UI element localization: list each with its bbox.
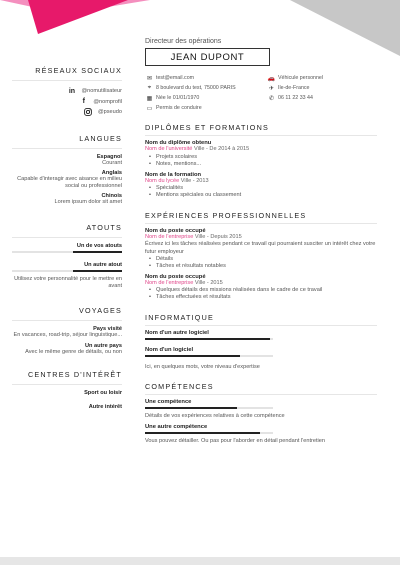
instagram-icon	[84, 108, 93, 116]
education-title: Nom du diplôme obtenu	[145, 140, 212, 147]
language-level: Capable d'interagir avec aisance en milieu social ou professionnel	[17, 175, 122, 190]
assets-note: Utilisez votre personnalité pour le mettre en avant	[14, 275, 122, 289]
divider	[12, 237, 122, 238]
contact-text: 8 boulevard du test, 75000 PARIS	[156, 85, 236, 92]
computing-note: Ici, en quelques mots, votre niveau d'expertise	[145, 363, 260, 370]
right-column	[145, 38, 377, 446]
education-item	[145, 172, 377, 200]
divider	[12, 80, 122, 81]
education-bullet: • Projets scolaires	[145, 154, 377, 161]
contact-text: test@email.com	[156, 75, 195, 82]
social-heading: RÉSEAUX SOCIAUX	[35, 66, 122, 75]
linkedin-icon: in	[68, 87, 76, 95]
social-section	[12, 66, 122, 118]
language-name: Espagnol	[96, 153, 122, 160]
name-box	[145, 48, 270, 66]
skills-heading: COMPÉTENCES	[145, 381, 214, 391]
divider	[145, 135, 377, 136]
assets-heading: ATOUTS	[86, 222, 122, 232]
software-level-bar	[145, 338, 273, 340]
contact-license	[145, 104, 267, 112]
asset-name: Un autre atout	[84, 261, 122, 268]
experience-title: Nom du poste occupé	[145, 273, 206, 280]
education-bullet: • Mentions spéciales ou classement	[145, 192, 377, 199]
social-item-linkedin[interactable]	[12, 86, 122, 97]
computing-heading: INFORMATIQUE	[145, 312, 214, 322]
social-handle: @nomprofil	[93, 98, 122, 105]
social-handle: @pseudo	[97, 109, 122, 116]
id-card-icon: ▭	[146, 105, 153, 112]
language-name: Chinois	[101, 193, 122, 200]
footer-band	[0, 557, 400, 565]
contact-text: Ile-de-France	[278, 85, 310, 92]
asset-level-bar	[12, 270, 122, 272]
education-meta	[145, 146, 377, 154]
interests-heading: CENTRES D'INTÉRÊT	[27, 369, 122, 379]
software-name: Nom d'un logiciel	[145, 346, 194, 353]
software-level-fill	[145, 338, 270, 340]
travel-name: Pays visité	[93, 326, 122, 333]
interests-section	[12, 370, 122, 410]
travel-desc: Avec le même genre de détails, ou non	[25, 348, 122, 355]
experience-date: Ville - Depuis 2015	[193, 233, 242, 240]
experience-bullet: • Quelques détails des missions réalisées dans le cadre de ce travail	[145, 287, 377, 294]
facebook-icon: f	[82, 98, 85, 106]
asset-level-fill	[73, 270, 123, 272]
education-item	[145, 140, 377, 168]
phone-icon: ✆	[268, 95, 275, 102]
experience-company: Nom de l'entreprise	[145, 233, 194, 240]
envelope-icon: ✉	[146, 75, 153, 82]
education-heading: DIPLÔMES ET FORMATIONS	[145, 123, 269, 133]
education-place: Nom du lycée	[145, 177, 180, 184]
divider	[145, 394, 377, 395]
skill-name: Une compétence	[145, 398, 192, 405]
education-bullet: • Notes, mentions...	[145, 161, 377, 168]
experience-item	[145, 274, 377, 302]
skill-name: Une autre compétence	[145, 424, 208, 431]
assets-section	[12, 223, 122, 291]
car-icon: 🚗	[267, 75, 276, 82]
travel-name: Un autre pays	[85, 342, 122, 349]
skill-level-fill	[145, 432, 260, 434]
education-meta	[145, 178, 377, 186]
software-name: Nom d'un autre logiciel	[145, 329, 209, 336]
travels-section	[12, 306, 122, 356]
languages-section	[12, 134, 122, 207]
divider	[145, 223, 377, 224]
experience-heading: EXPÉRIENCES PROFESSIONNELLES	[145, 210, 307, 220]
experience-company: Nom de l'entreprise	[145, 279, 194, 286]
contact-text: 06 11 22 33 44	[278, 95, 313, 102]
experience-date: Ville - 2015	[193, 279, 223, 286]
asset-level-bar	[12, 251, 122, 253]
languages-heading: LANGUES	[79, 133, 122, 143]
asset-name: Un de vos atouts	[76, 242, 122, 249]
language-level: Lorem ipsum dolor sit amet	[54, 199, 122, 206]
skill-desc: Vous pouvez détailler. Ou pas pour l'aborder en détail pendant l'entretien	[145, 438, 326, 445]
deco-pink-shape	[28, 0, 128, 34]
divider	[12, 320, 122, 321]
skill-desc: Détails de vos expériences relatives à cette compétence	[145, 412, 285, 419]
social-item-instagram[interactable]	[12, 107, 122, 118]
social-handle: @nomutilisateur	[81, 88, 122, 95]
job-title: Directeur des opérations	[145, 38, 222, 45]
contact-block	[145, 74, 377, 112]
divider	[145, 325, 377, 326]
contact-address	[145, 84, 267, 92]
interest-item: Sport ou loisir	[84, 389, 122, 396]
experience-title: Nom du poste occupé	[145, 227, 206, 234]
skill-level-fill	[145, 407, 237, 409]
contact-birth	[145, 94, 267, 102]
contact-text: Permis de conduire	[156, 105, 202, 112]
education-bullet: • Spécialités	[145, 185, 377, 192]
calendar-icon: ▦	[146, 95, 153, 102]
left-column	[12, 66, 122, 410]
contact-email[interactable]	[145, 74, 267, 82]
skill-level-bar	[145, 407, 273, 409]
travels-heading: VOYAGES	[78, 306, 122, 316]
full-name: JEAN DUPONT	[170, 51, 245, 63]
experience-bullet: • Détails	[145, 256, 377, 263]
experience-bullet: • Tâches et résultats notables	[145, 263, 377, 270]
contact-car	[267, 74, 377, 82]
software-level-bar	[145, 355, 273, 357]
education-title: Nom de la formation	[145, 171, 202, 178]
contact-phone[interactable]	[267, 94, 377, 102]
contact-region	[267, 84, 377, 92]
location-icon: ⌖	[147, 84, 152, 91]
skill-level-bar	[145, 432, 273, 434]
education-date: Ville - 2013	[179, 177, 209, 184]
software-level-fill	[145, 355, 240, 357]
divider	[12, 384, 122, 385]
education-place: Nom de l'université	[145, 146, 193, 153]
interest-item: Autre intérêt	[88, 403, 122, 410]
experience-bullet: • Tâches effectuées et résultats	[145, 294, 377, 301]
asset-level-fill	[73, 251, 123, 253]
plane-icon: ✈	[268, 85, 275, 92]
divider	[12, 148, 122, 149]
language-level: Courant	[102, 159, 122, 166]
language-name: Anglais	[101, 169, 122, 176]
experience-desc: Écrivez ici les tâches réalisées pendant ce travail qui pourraient susciter un intérêt chez votre futur employeur	[145, 241, 376, 255]
travel-desc: En vacances, road-trip, séjour linguistique...	[13, 332, 122, 339]
social-item-facebook[interactable]	[12, 97, 122, 108]
experience-item	[145, 228, 377, 271]
experience-meta	[145, 280, 377, 288]
contact-text: Née le 01/01/1970	[156, 95, 200, 102]
contact-text: Véhicule personnel	[278, 75, 324, 82]
education-date: Ville - De 2014 à 2015	[192, 146, 250, 153]
